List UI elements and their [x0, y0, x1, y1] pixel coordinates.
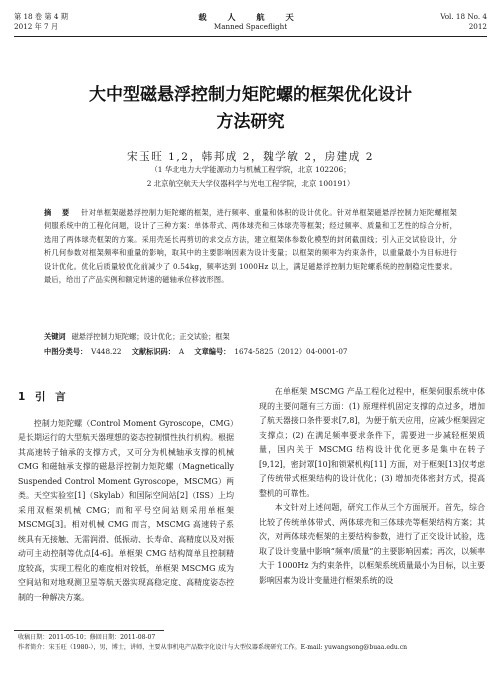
header-date: 2012 年 7 月 — [14, 22, 59, 31]
doc-code-value: A — [178, 347, 185, 356]
journal-name-en: Manned Spaceflight — [213, 22, 288, 31]
header-rule — [14, 36, 487, 37]
header-journal — [14, 12, 487, 32]
intro-paragraph-1: 控制力矩陀螺（Control Moment Gyroscope，CMG）是长期运行的大型航天器理想的姿态控制惯性执行机构。根据其高速转子轴承的支撑方式，又可分为机械轴承支撑的机械 CMG 和磁轴承支撑的磁悬浮控制力矩陀螺（Magnetically Suspended Control Moment Gyroscope，MSCMG）两类。天空实验室[1]（Skylab）和国际空间站[2]（ISS）上均采用双框架机械 CMG；而和平号空间站则采用单框架 MSCMG[3]。相对机械 CMG 而言，MSCMG 高速转子系统具有无接触、无需润滑、低振动、长寿命、高精度以及对振动可主动控制等优点[4-6]。单框架 CMG 结构简单且控制精度较高，实现工程化的难度相对较低，单框架 MSCMG 成为空间站和对地观测卫星等航天器实现高稳定度、高精度姿态控制的一种解决方案。 — [18, 418, 234, 602]
right-column — [259, 385, 485, 588]
abstract-label: 摘 要 — [44, 208, 74, 217]
intro-paragraph-3: 本文针对上述问题，研究工作从三个方面展开。首先，综合比较了传统单体带式、两体球壳和三体球壳等框架结构方案；其次，对两体球壳框架的主要结构参数，进行了正交设计试验，选取了设计变量中影响“频率/质量”的主要影响因素；再次，以频率大于 1000Hz 为约束条件，以框架系统质量最小为目标，以主要影响因素为设计变量进行框架系统的设 — [259, 503, 485, 585]
intro-paragraph-2: 在单框架 MSCMG 产品工程化过程中，框架伺服系统中体现的主要问题有三方面：(1) 原理样机固定支撑的点过多，增加了航天器接口条件要求[7,8]，为便于航天应用，应减少框架固定支撑点；(2) 在满足频率要求条件下，需要进一步减轻框架质量，国内关于 MSCMG 结构设计优化更多是集中在转子[9,12]，密封罩[10]和锁紧机构[11] 方面，对于框架[13]仅考虑了传统带式框架结构的设计优化；(3) 增加壳体密封方式，提高整机的可靠性。 — [259, 387, 485, 498]
section-heading-intro: 1 引 言 — [18, 391, 69, 403]
title-line-2: 方法研究 — [216, 112, 285, 132]
header-vol-no: Vol. 18 No. 4 — [440, 12, 487, 21]
footnote-rule — [14, 630, 164, 631]
keywords — [44, 330, 457, 343]
doc-code-label: 文献标识码： — [131, 347, 175, 356]
abstract-text: 针对单框架磁悬浮控制力矩陀螺的框架，进行频率、重量和体积的设计优化。针对单框架磁悬浮控制力矩陀螺框架伺服系统中的工程化问题，设计了三种方案：单体带式、两体球壳和三体球壳等框架；经过频率、质量和工艺性的综合分析，选用了两体球壳框架的方案。采用壳延长再剪切的求交点方法，建立框架体参数化模型的封闭截面线；引入正交试验设计，分析几何参数对框架频率和重量的影响，取其中的主要影响因素为设计变量；以框架的频率为约束条件，以重量最小为目标进行设计优化。优化后质量较优化前减少了 0.54kg，频率达到 1000Hz 以上，满足磁悬浮控制力矩陀螺系统的控制稳定性要求。最后，给出了产品实例和额定转速的磁轴承位移波形图。 — [44, 208, 457, 285]
affiliation-1: （1 华北电力大学能源动力与机械工程学院，北京 102206； — [150, 165, 351, 174]
header-issue: 第 18 卷 第 4 期 — [14, 12, 68, 21]
clc-value: V448.22 — [91, 347, 122, 356]
footnote-received: 收稿日期：2011-05-10；修回日期：2011-08-07 — [18, 634, 156, 641]
running-header — [14, 12, 487, 42]
clc-label: 中图分类号： — [44, 347, 88, 356]
footnote-author-bio: 作者简介：宋玉旺（1980-），男，博士，讲师，主要从事机电产品数字化设计与大型仪器系统研究工作。E-mail: yuwangsong@buaa.edu.cn — [18, 644, 408, 651]
keywords-text: 磁悬浮控制力矩陀螺；设计优化；正交试验；框架 — [71, 332, 230, 341]
article-no-label: 文章编号： — [194, 347, 231, 356]
classification-line — [44, 345, 471, 358]
header-year: 2012 — [468, 22, 487, 31]
article-no-value: 1674-5825（2012）04-0001-07 — [234, 347, 348, 356]
title-line-1: 大中型磁悬浮控制力矩陀螺的框架优化设计 — [89, 85, 412, 105]
abstract — [44, 206, 457, 286]
journal-name-cn: 载 人 航 天 — [198, 12, 303, 22]
author-list: 宋玉旺 1,2，韩邦成 2，魏学敏 2，房建成 2 — [127, 151, 374, 163]
header-vol-en — [440, 12, 487, 32]
affiliation-2: 2 北京航空航天大学仪器科学与光电工程学院，北京 100191） — [146, 179, 355, 188]
keywords-label: 关键词 — [44, 332, 66, 341]
left-column — [18, 386, 234, 605]
paper-title — [40, 82, 461, 136]
